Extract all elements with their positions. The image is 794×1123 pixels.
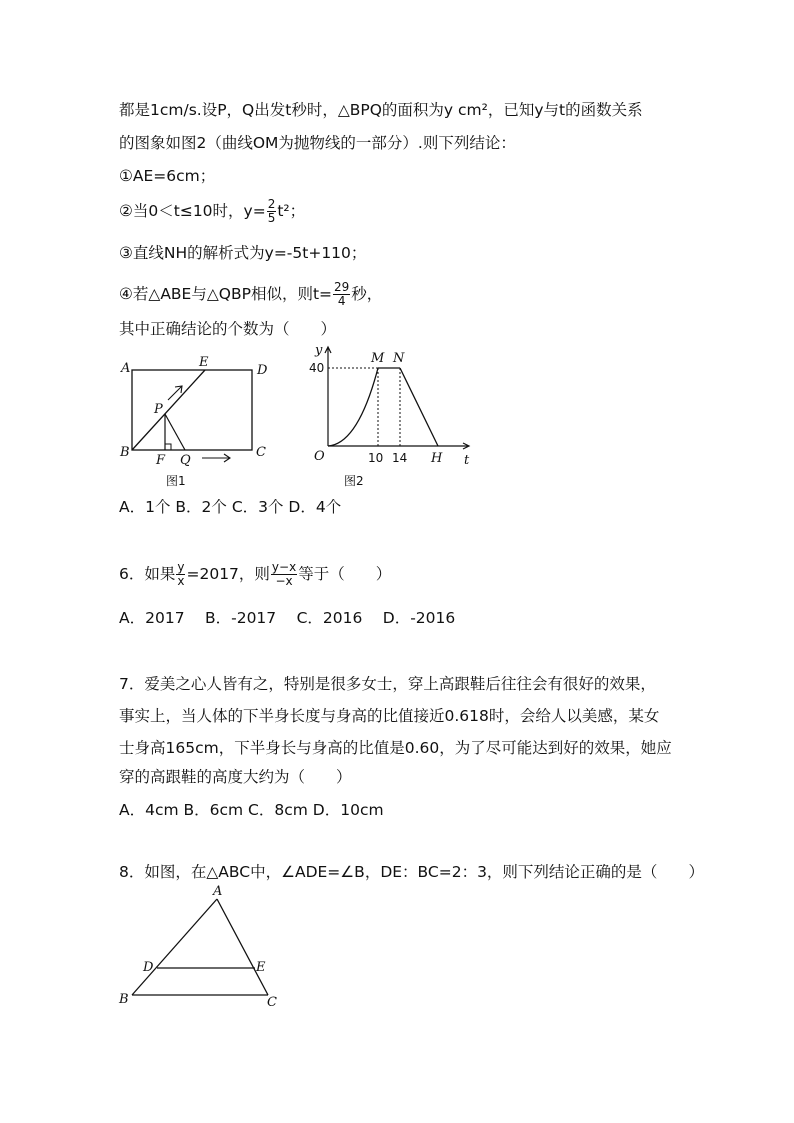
q7-line2: 事实上，当人体的下半身长度与身高的比值接近0.618时，会给人以美感，某女 <box>119 707 660 725</box>
q5-line1: 都是1cm/s.设P，Q出发t秒时，△BPQ的面积为y cm²，已知y与t的函数关系 <box>119 101 643 119</box>
figure-2-graph <box>300 340 480 492</box>
curve-om <box>328 368 378 446</box>
q5-s2-denominator: 5 <box>267 211 276 225</box>
q7-line3: 士身高165cm，下半身长与身高的比值是0.60，为了尽可能达到好的效果，她应 <box>119 739 672 757</box>
segment-ac <box>217 899 268 995</box>
label-p: P <box>154 402 163 417</box>
tick-t10: 10 <box>368 451 384 465</box>
q5-statement-3: ③直线NH的解析式为y=-5t+110； <box>119 244 367 262</box>
label-h: H <box>431 451 443 466</box>
segment-be <box>132 370 205 450</box>
label-e: E <box>199 355 209 370</box>
q6-f1-numerator: y <box>177 560 185 574</box>
q6-fraction-2 <box>271 561 297 588</box>
q6-f2-numerator: y−x <box>271 560 297 574</box>
q5-s4-denominator: 4 <box>337 294 346 308</box>
segment-ab <box>132 899 217 995</box>
q6-fraction-1 <box>176 561 185 588</box>
q5-s4-fraction <box>333 281 350 308</box>
label-b: B <box>119 992 129 1007</box>
figure-2-caption: 图2 <box>344 474 364 488</box>
q5-s2-numerator: 2 <box>267 197 276 211</box>
q7-line1: 7．爱美之心人皆有之，特别是很多女士，穿上高跟鞋后往往会有很好的效果， <box>119 675 656 693</box>
q6-suffix: 等于（ ） <box>298 565 392 583</box>
q5-s4-numerator: 29 <box>334 280 350 294</box>
segment-nh <box>400 368 438 446</box>
label-a: A <box>213 884 223 899</box>
q5-statement-4 <box>119 281 382 308</box>
q6-stem <box>119 561 391 588</box>
label-y: y <box>315 343 323 358</box>
rect-abcd <box>132 370 252 450</box>
q5-s2-fraction <box>267 198 277 225</box>
q5-s2-suffix: t²； <box>277 202 306 220</box>
q6-prefix: 6．如果 <box>119 565 176 583</box>
figure-q8-triangle <box>110 885 300 1015</box>
q5-question: 其中正确结论的个数为（ ） <box>119 320 337 338</box>
segment-pq <box>165 414 185 450</box>
right-angle-mark <box>165 444 171 450</box>
q5-s4-suffix: 秒， <box>351 285 383 303</box>
q5-s2-prefix: ②当0＜t≤10时，y= <box>119 202 266 220</box>
q6-f2-denominator: −x <box>275 574 293 588</box>
label-c: C <box>267 995 277 1010</box>
label-o: O <box>314 449 325 464</box>
q7-options: A．4cm B．6cm C．8cm D．10cm <box>119 801 384 819</box>
label-q: Q <box>180 453 191 468</box>
q6-f1-denominator: x <box>177 574 185 588</box>
label-d: D <box>257 363 268 378</box>
label-m: M <box>371 351 385 366</box>
label-b: B <box>120 445 130 460</box>
q6-options: A．2017 B．-2017 C．2016 D．-2016 <box>119 609 456 627</box>
q6-middle: =2017，则 <box>186 565 270 583</box>
figure-1-rectangle-diagram <box>110 352 280 492</box>
figure-1-caption: 图1 <box>166 474 186 488</box>
q5-options: A．1个 B．2个 C．3个 D．4个 <box>119 498 342 516</box>
q5-statement-1: ①AE=6cm； <box>119 167 216 185</box>
label-f: F <box>156 453 166 468</box>
tick-y40: 40 <box>309 361 325 375</box>
q7-line4: 穿的高跟鞋的高度大约为（ ） <box>119 768 352 786</box>
label-t: t <box>464 453 470 468</box>
q5-s4-prefix: ④若△ABE与△QBP相似，则t= <box>119 285 333 303</box>
label-n: N <box>393 351 405 366</box>
label-a: A <box>121 361 131 376</box>
label-c: C <box>256 445 266 460</box>
label-e: E <box>256 960 266 975</box>
q8-stem: 8．如图，在△ABC中，∠ADE=∠B，DE：BC=2：3，则下列结论正确的是（ ） <box>119 863 704 881</box>
label-d: D <box>143 960 154 975</box>
q5-line2: 的图象如图2（曲线OM为抛物线的一部分）.则下列结论： <box>119 134 516 152</box>
q5-statement-2 <box>119 198 305 225</box>
tick-t14: 14 <box>392 451 408 465</box>
